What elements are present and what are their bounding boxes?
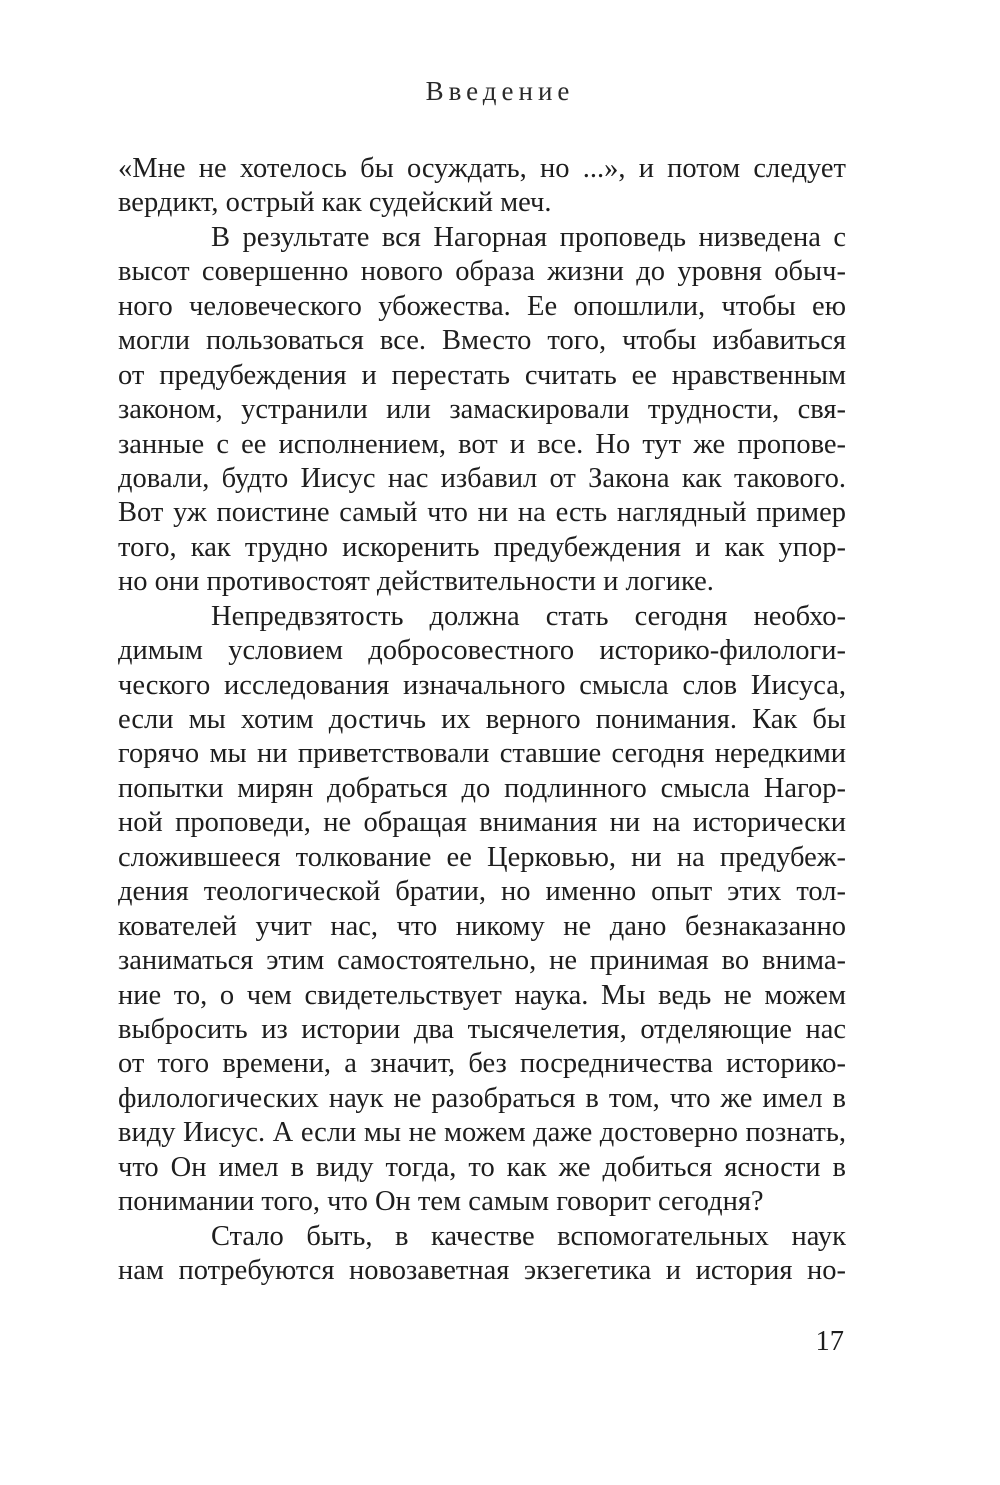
text-line: дения теологической братии, но именно опыт этих тол- <box>118 876 846 908</box>
text-line: выбросить из истории два тысячелетия, отделяющие нас <box>118 1013 846 1045</box>
text-line: если мы хотим достичь их верного понимания. Как бы <box>118 704 846 735</box>
text-line: Вот уж поистине самый что ни на есть наглядный пример <box>118 497 846 529</box>
text-line: горячо мы ни приветствовали ставшие сегодня нередкими <box>118 738 846 770</box>
text-line: что Он имел в виду тогда, то как же добиться ясности в <box>118 1151 846 1183</box>
text-line: ческого исследования изначального смысла слов Иисуса, <box>118 669 846 701</box>
text-line: ного человеческого убожества. Ее опошлили, чтобы ею <box>118 290 846 322</box>
text-line: высот совершенно нового образа жизни до уровня обыч- <box>118 256 846 288</box>
text-line: «Мне не хотелось бы осуждать, но ...», и потом следует <box>118 153 846 184</box>
text-line: но они противостоят действительности и логике. <box>118 566 714 598</box>
text-line: занные с ее исполнением, вот и все. Но тут же пропове- <box>118 428 846 460</box>
text-line: от того времени, а значит, без посредничества историко- <box>118 1048 846 1080</box>
text-line: виду Иисус. А если мы не можем даже достоверно познать, <box>118 1117 846 1149</box>
text-line: ной проповеди, не обращая внимания ни на исторически <box>118 807 846 839</box>
text-line: нам потребуются новозаветная экзегетика и история но- <box>118 1255 846 1286</box>
text-line: могли пользоваться все. Вместо того, чтобы избавиться <box>118 325 846 357</box>
text-line: сложившееся толкование ее Церковью, ни на предубеж- <box>118 841 846 873</box>
text-line: довали, будто Иисус нас избавил от Закона как такового. <box>118 462 846 494</box>
text-line: того, как трудно искоренить предубеждения и как упор- <box>118 531 846 563</box>
text-line: попытки мирян добраться до подлинного смысла Нагор- <box>118 772 846 804</box>
text-line: димым условием добросовестного историко-филологи- <box>118 635 846 667</box>
text-line: кователей учит нас, что никому не дано безнаказанно <box>118 910 846 942</box>
text-line: В результате вся Нагорная проповедь низведена с <box>211 221 846 253</box>
text-line: вердикт, острый как судейский меч. <box>118 187 552 219</box>
text-line: законом, устранили или замаскировали трудности, свя- <box>118 394 846 426</box>
running-head: Введение <box>425 76 575 106</box>
text-line: Непредвзятость должна стать сегодня необхо- <box>211 600 846 632</box>
text-line: Стало быть, в качестве вспомогательных наук <box>211 1220 846 1252</box>
text-line: от предубеждения и перестать считать ее нравственным <box>118 359 846 391</box>
body-text <box>118 152 846 1288</box>
text-line: ние то, о чем свидетельствует наука. Мы ведь не можем <box>118 979 846 1011</box>
text-line: понимании того, что Он тем самым говорит сегодня? <box>118 1186 764 1218</box>
page-number: 17 <box>815 1326 844 1357</box>
text-line: филологических наук не разобраться в том, что же имел в <box>118 1082 846 1114</box>
text-line: заниматься этим самостоятельно, не принимая во внима- <box>118 945 846 977</box>
